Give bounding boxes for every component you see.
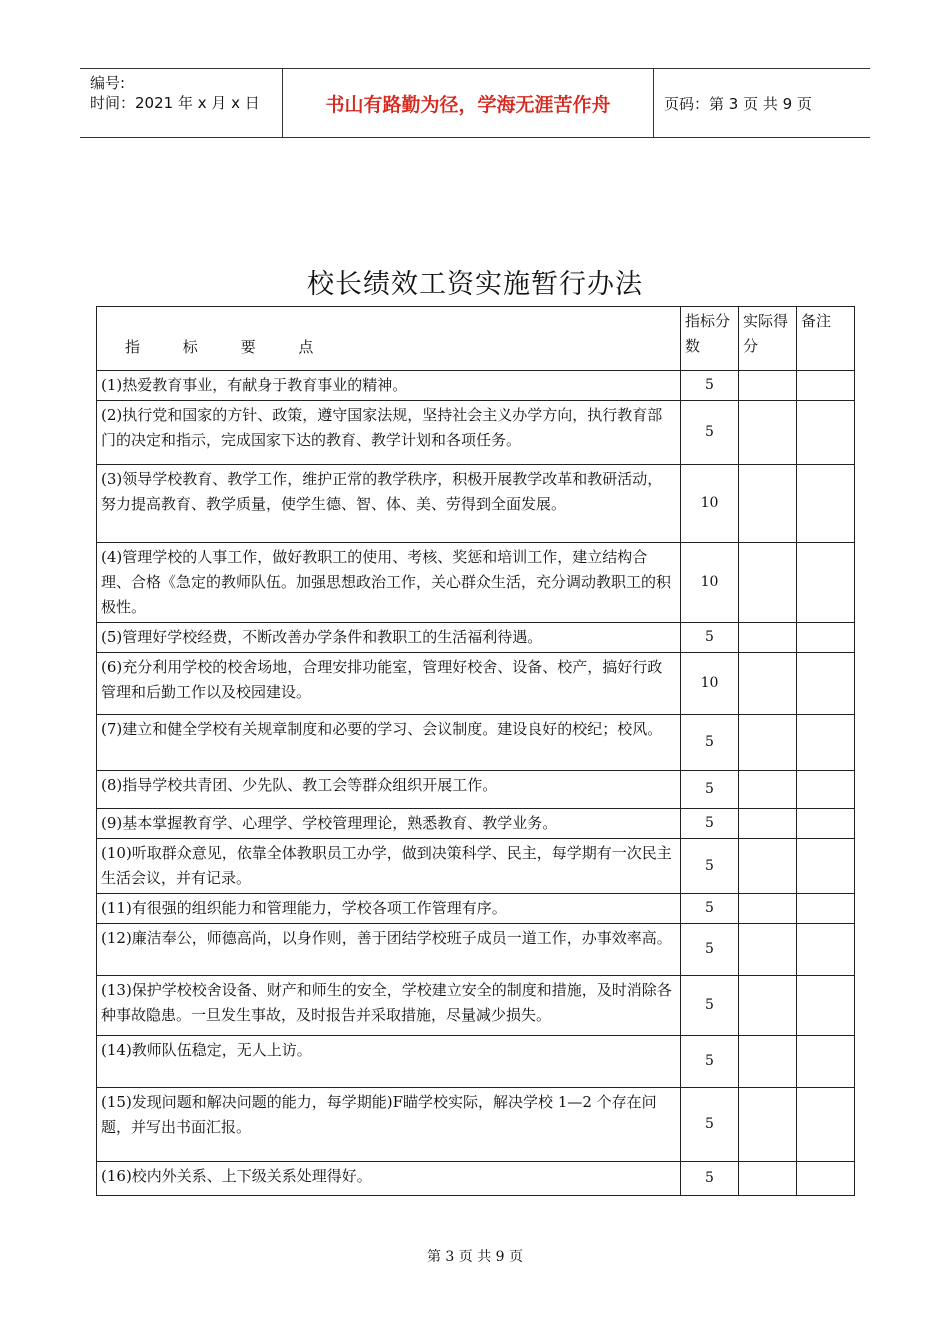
actual-score-cell bbox=[739, 894, 797, 924]
criterion-score: 10 bbox=[681, 653, 739, 715]
note-cell bbox=[797, 1036, 855, 1088]
document-header bbox=[80, 68, 870, 138]
note-cell bbox=[797, 543, 855, 623]
criterion-score: 5 bbox=[681, 1036, 739, 1088]
header-actual-label: 实际得分 bbox=[739, 307, 797, 371]
table-row bbox=[97, 623, 855, 653]
note-cell bbox=[797, 809, 855, 839]
header-motto: 书山有路勤为径，学海无涯苦作舟 bbox=[282, 69, 654, 137]
criterion-score: 5 bbox=[681, 924, 739, 976]
criterion-text: (10)听取群众意见，依靠全体教职员工办学，做到决策科学、民主，每学期有一次民主生活会议，并有记录。 bbox=[97, 839, 681, 894]
header-points-char: 标 bbox=[182, 338, 199, 356]
criterion-text: (11)有很强的组织能力和管理能力，学校各项工作管理有序。 bbox=[97, 894, 681, 924]
actual-score-cell bbox=[739, 976, 797, 1036]
criterion-score: 5 bbox=[681, 839, 739, 894]
criterion-score: 5 bbox=[681, 401, 739, 465]
criterion-score: 5 bbox=[681, 976, 739, 1036]
header-score-label: 指标分数 bbox=[681, 307, 739, 371]
table-row bbox=[97, 924, 855, 976]
table-row bbox=[97, 543, 855, 623]
note-cell bbox=[797, 976, 855, 1036]
table-row bbox=[97, 839, 855, 894]
criterion-text: (3)领导学校教育、教学工作，维护正常的教学秩序，积极开展教学改革和教研活动，努力提高教育、教学质量，使学生德、智、体、美、劳得到全面发展。 bbox=[97, 465, 681, 543]
note-cell bbox=[797, 371, 855, 401]
note-cell bbox=[797, 715, 855, 771]
criterion-score: 10 bbox=[681, 543, 739, 623]
criterion-text: (15)发现问题和解决问题的能力，每学期能)F瞄学校实际，解决学校 1—2 个存在问题，并写出书面汇报。 bbox=[97, 1088, 681, 1162]
time-label: 时间：2021 年 x 月 x 日 bbox=[90, 94, 260, 112]
actual-score-cell bbox=[739, 771, 797, 809]
table-row bbox=[97, 465, 855, 543]
note-cell bbox=[797, 465, 855, 543]
header-points-label bbox=[101, 309, 676, 360]
criterion-text: (4)管理学校的人事工作，做好教职工的使用、考核、奖惩和培训工作，建立结构合理、合格《急定的教师队伍。加强思想政治工作，关心群众生活，充分调动教职工的积极性。 bbox=[97, 543, 681, 623]
note-cell bbox=[797, 771, 855, 809]
actual-score-cell bbox=[739, 371, 797, 401]
header-points-cell bbox=[97, 307, 681, 371]
criterion-text: (2)执行党和国家的方针、政策，遵守国家法规，坚持社会主义办学方向，执行教育部门的决定和指示，完成国家下达的教育、教学计划和各项任务。 bbox=[97, 401, 681, 465]
actual-score-cell bbox=[739, 543, 797, 623]
criterion-text: (16)校内外关系、上下级关系处理得好。 bbox=[97, 1162, 681, 1196]
actual-score-cell bbox=[739, 465, 797, 543]
actual-score-cell bbox=[739, 1036, 797, 1088]
actual-score-cell bbox=[739, 401, 797, 465]
actual-score-cell bbox=[739, 809, 797, 839]
note-cell bbox=[797, 1088, 855, 1162]
actual-score-cell bbox=[739, 715, 797, 771]
header-points-char: 指 bbox=[125, 338, 142, 356]
criterion-score: 5 bbox=[681, 771, 739, 809]
table-row bbox=[97, 894, 855, 924]
criterion-text: (5)管理好学校经费，不断改善办学条件和教职工的生活福利待遇。 bbox=[97, 623, 681, 653]
actual-score-cell bbox=[739, 1088, 797, 1162]
criterion-text: (7)建立和健全学校有关规章制度和必要的学习、会议制度。建设良好的校纪；校风。 bbox=[97, 715, 681, 771]
criterion-score: 5 bbox=[681, 1088, 739, 1162]
document-title: 校长绩效工资实施暂行办法 bbox=[307, 269, 643, 300]
criterion-score: 5 bbox=[681, 1162, 739, 1196]
criterion-text: (8)指导学校共青团、少先队、教工会等群众组织开展工作。 bbox=[97, 771, 681, 809]
note-cell bbox=[797, 894, 855, 924]
table-row bbox=[97, 771, 855, 809]
table-row bbox=[97, 809, 855, 839]
number-label: 编号: bbox=[90, 74, 126, 92]
criterion-text: (14)教师队伍稳定，无人上访。 bbox=[97, 1036, 681, 1088]
evaluation-table bbox=[96, 306, 855, 1196]
actual-score-cell bbox=[739, 839, 797, 894]
actual-score-cell bbox=[739, 653, 797, 715]
actual-score-cell bbox=[739, 924, 797, 976]
table-row bbox=[97, 976, 855, 1036]
header-points-char: 点 bbox=[298, 338, 315, 356]
note-cell bbox=[797, 839, 855, 894]
criterion-text: (13)保护学校校舍设备、财产和师生的安全，学校建立安全的制度和措施，及时消除各种事故隐患。一旦发生事故，及时报告并采取措施，尽量减少损失。 bbox=[97, 976, 681, 1036]
header-note-label: 备注 bbox=[797, 307, 855, 371]
table-row bbox=[97, 653, 855, 715]
criterion-text: (1)热爱教育事业，有献身于教育事业的精神。 bbox=[97, 371, 681, 401]
header-meta bbox=[80, 69, 282, 137]
criterion-text: (9)基本掌握教育学、心理学、学校管理理论，熟悉教育、教学业务。 bbox=[97, 809, 681, 839]
criterion-text: (12)廉洁奉公，师德高尚，以身作则，善于团结学校班子成员一道工作，办事效率高。 bbox=[97, 924, 681, 976]
actual-score-cell bbox=[739, 623, 797, 653]
table-row bbox=[97, 371, 855, 401]
page-footer: 第 3 页 共 9 页 bbox=[426, 1249, 524, 1265]
criterion-score: 5 bbox=[681, 894, 739, 924]
actual-score-cell bbox=[739, 1162, 797, 1196]
table-row bbox=[97, 715, 855, 771]
table-row bbox=[97, 1036, 855, 1088]
header-points-char: 要 bbox=[240, 338, 257, 356]
criterion-score: 5 bbox=[681, 715, 739, 771]
table-header-row bbox=[97, 307, 855, 371]
criterion-score: 10 bbox=[681, 465, 739, 543]
header-page-info: 页码：第 3 页 共 9 页 bbox=[664, 94, 812, 113]
criterion-score: 5 bbox=[681, 809, 739, 839]
evaluation-table-body bbox=[97, 307, 855, 1196]
criterion-text: (6)充分利用学校的校舍场地，合理安排功能室，管理好校舍、设备、校产，搞好行政管理和后勤工作以及校园建设。 bbox=[97, 653, 681, 715]
table-row bbox=[97, 401, 855, 465]
note-cell bbox=[797, 401, 855, 465]
criterion-score: 5 bbox=[681, 371, 739, 401]
table-row bbox=[97, 1162, 855, 1196]
note-cell bbox=[797, 924, 855, 976]
note-cell bbox=[797, 653, 855, 715]
note-cell bbox=[797, 623, 855, 653]
table-row bbox=[97, 1088, 855, 1162]
criterion-score: 5 bbox=[681, 623, 739, 653]
note-cell bbox=[797, 1162, 855, 1196]
